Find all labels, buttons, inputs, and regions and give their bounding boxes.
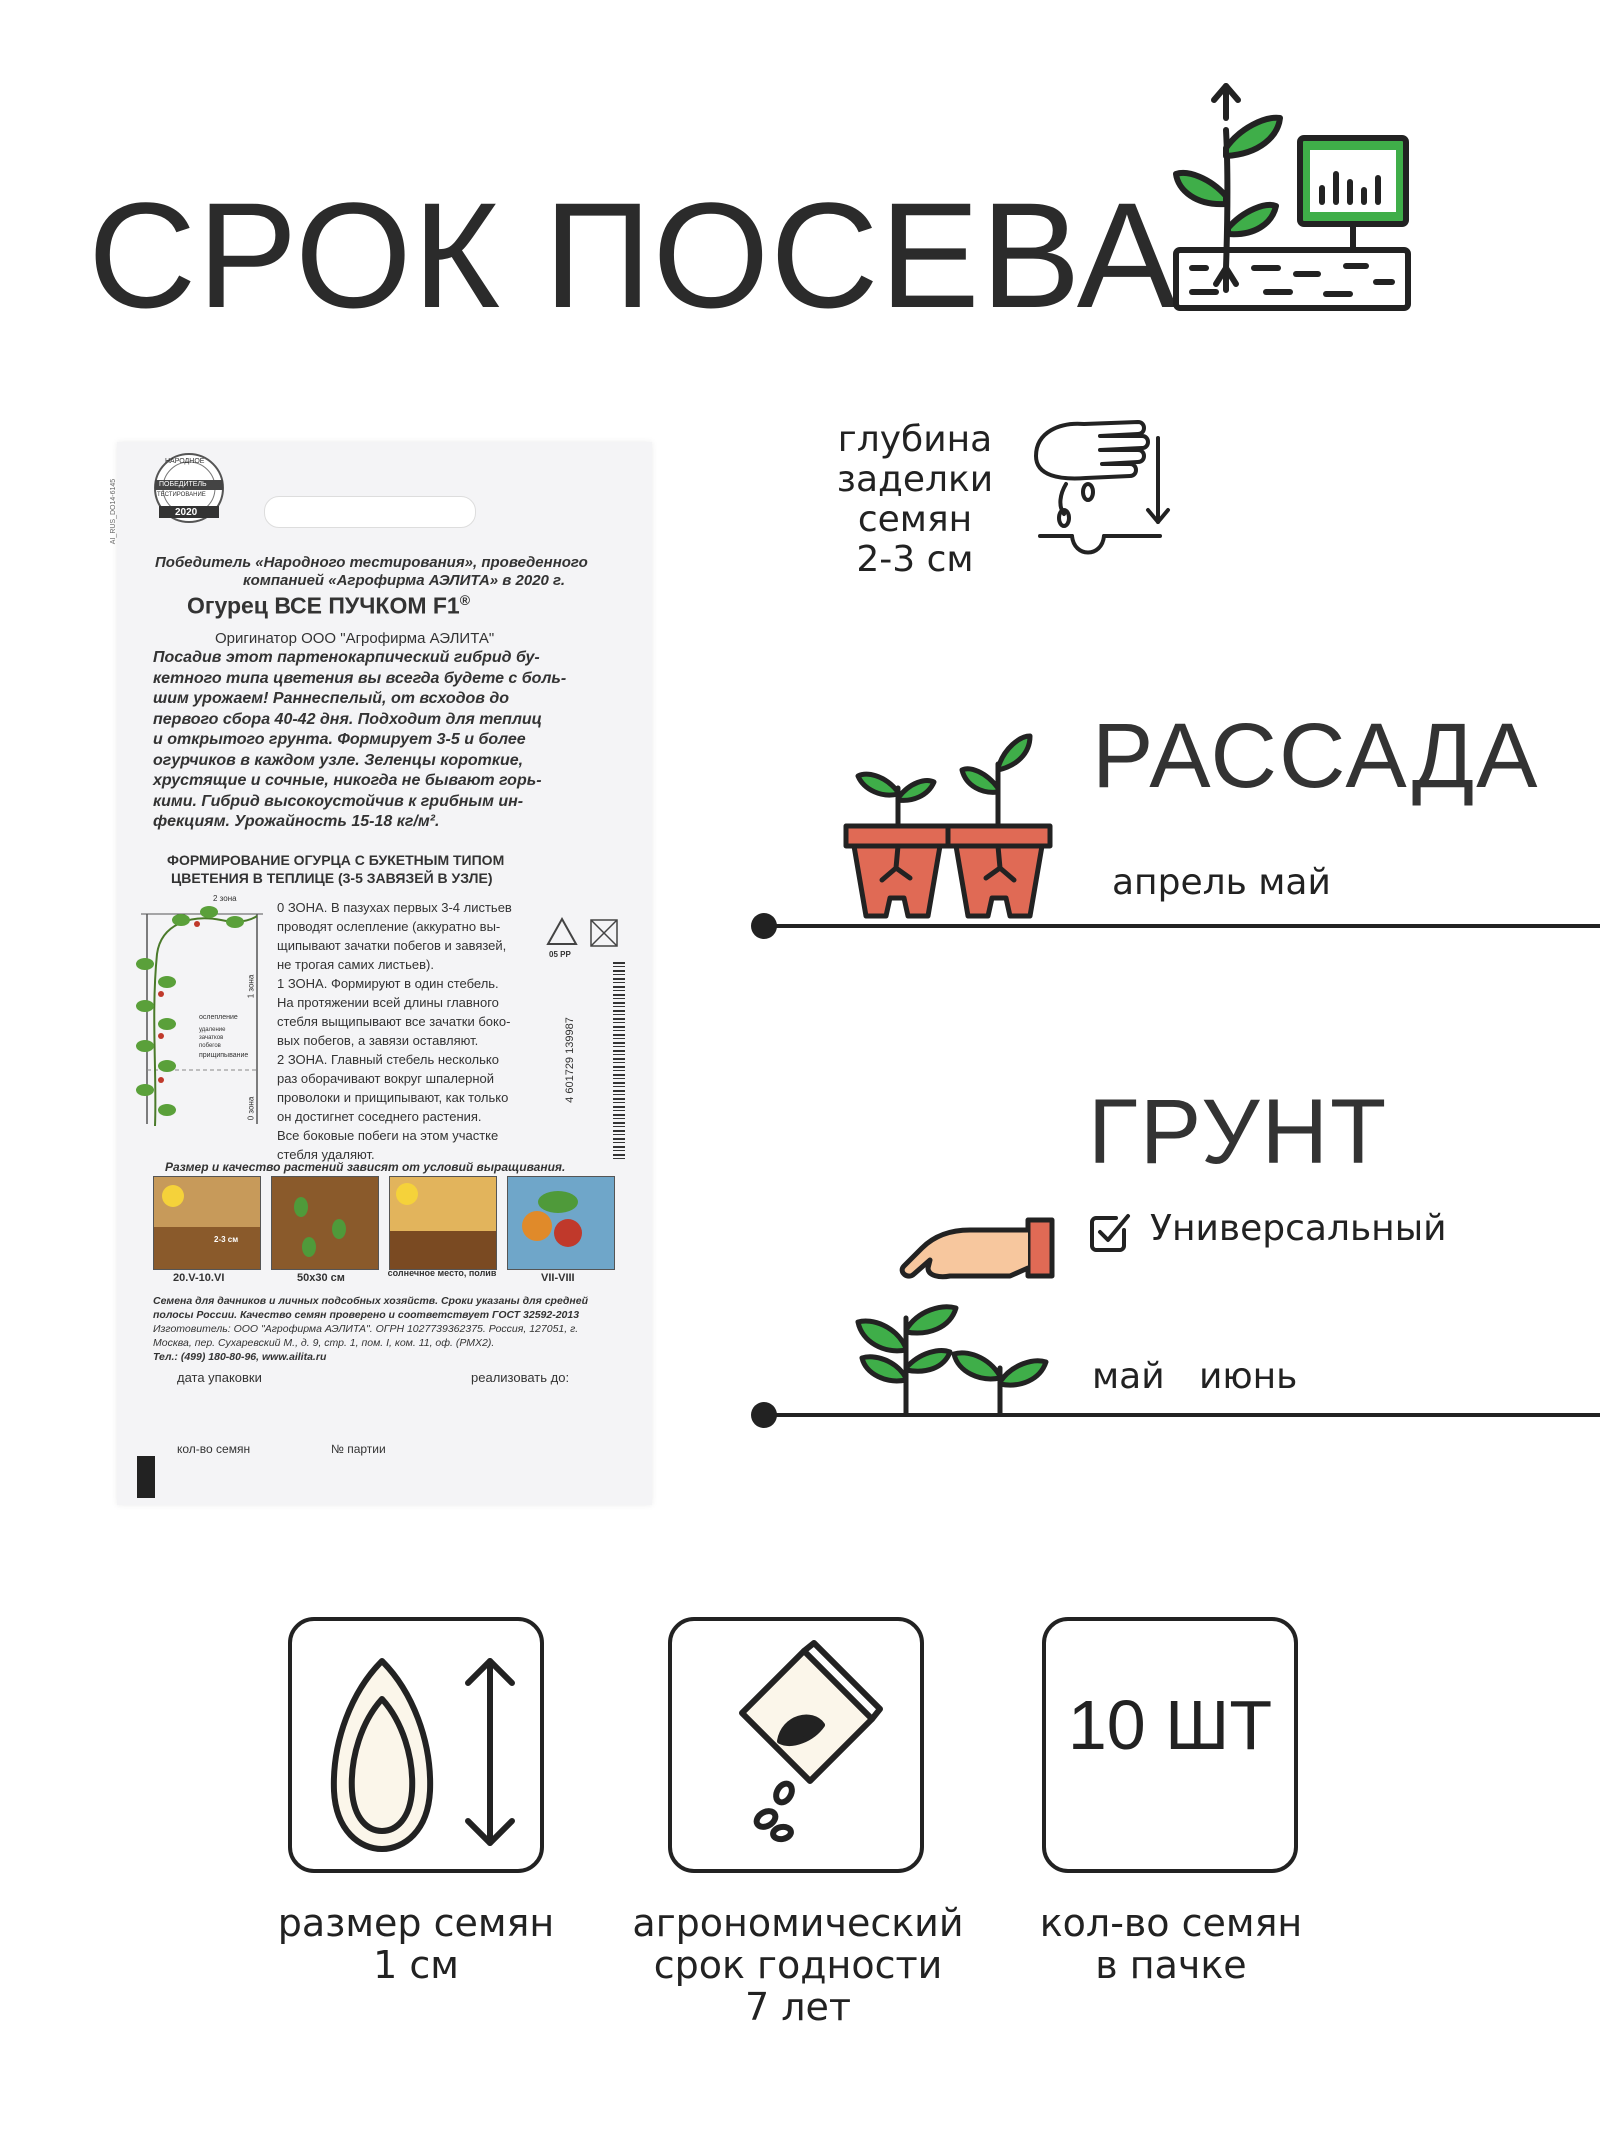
hang-hole xyxy=(264,496,476,528)
barcode xyxy=(613,962,625,1162)
footer-line: Изготовитель: ООО "Агрофирма АЭЛИТА". ОГРН 1027739362375. Россия, 127051, г. xyxy=(153,1323,579,1335)
seed-size-icon xyxy=(292,1621,540,1869)
description-line: кими. Гибрид высокоустойчив к грибным ин- xyxy=(153,792,524,810)
legend-blinding: ослепление xyxy=(199,1014,238,1021)
seed-count-label: кол-во семян xyxy=(177,1442,251,1456)
zone-text-line: 2 ЗОНА. Главный стебель несколько xyxy=(277,1052,499,1067)
seed-size-caption xyxy=(226,1902,606,1986)
registered-mark: ® xyxy=(459,592,471,608)
picto-label-sun: солнечное место, полив xyxy=(387,1268,497,1278)
description-line: хрустящие и сочные, никогда не бывают горь- xyxy=(153,772,542,789)
zone-text-line: проводят ослепление (аккуратно вы- xyxy=(277,919,501,934)
recycle-code: 05 PP xyxy=(549,950,571,959)
picto-planting xyxy=(153,1176,261,1270)
seed-size-caption-line-2: 1 см xyxy=(373,1943,459,1987)
shelf-life-caption-line-1: агрономический xyxy=(632,1901,964,1945)
seed-count-value: 10 ШТ xyxy=(1067,1686,1273,1764)
zone-text-line: проволоки и прищипывают, как только xyxy=(277,1090,509,1105)
footer-line: полосы России. Качество семян проверено и соответствует ГОСТ 32592-2013 xyxy=(153,1309,580,1321)
product-name-text: Огурец ВСЕ ПУЧКОМ F1 xyxy=(187,592,460,619)
zone-text-line: он достигнет соседнего растения. xyxy=(277,1109,482,1124)
description-line: огурчиков в каждом узле. Зеленцы короткие, xyxy=(153,751,524,769)
badge-year: 2020 xyxy=(175,507,198,518)
product-description xyxy=(153,648,566,833)
side-code: AI_RUS_DO14-6145 xyxy=(110,478,118,545)
packet-footer xyxy=(153,1294,588,1364)
winner-line-1: Победитель «Народного тестирования», проведенного xyxy=(155,554,588,571)
recycle-icon xyxy=(545,916,579,950)
barcode-digits: 4 601729 139987 xyxy=(563,1017,576,1103)
picto-sun-watering xyxy=(389,1176,497,1270)
zone-text-line: щипывают зачатки побегов и завязей, xyxy=(277,938,507,953)
zone-text-line: На протяжении всей длины главного xyxy=(277,995,499,1010)
checkbox-checked-icon xyxy=(1088,1210,1132,1254)
ground-timeline-line xyxy=(760,1413,1600,1417)
seedlings-timeline-line xyxy=(760,924,1600,928)
size-note: Размер и качество растений зависят от условий выращивания. xyxy=(165,1160,566,1174)
badge-top-text: НАРОДНОЕ xyxy=(165,458,205,465)
ground-months: май июнь xyxy=(1092,1356,1298,1397)
forming-title-2: ЦВЕТЕНИЯ В ТЕПЛИЦЕ (3-5 ЗАВЯЗЕЙ В УЗЛЕ) xyxy=(171,870,493,886)
zone-text-line: 1 ЗОНА. Формируют в один стебель. xyxy=(277,976,499,991)
shelf-life-caption-line-2: срок годности xyxy=(653,1943,943,1987)
seed-count-caption-line-1: кол-во семян xyxy=(1039,1901,1303,1945)
shelf-life-card xyxy=(668,1617,924,1873)
footer-line: Тел.: (499) 180-80-96, www.ailita.ru xyxy=(153,1351,327,1363)
footer-line: Семена для дачников и личных подсобных хозяйств. Сроки указаны для средней xyxy=(153,1295,589,1307)
forming-title-1: ФОРМИРОВАНИЕ ОГУРЦА С БУКЕТНЫМ ТИПОМ xyxy=(167,852,505,868)
legend-removal: удаление зачатков побегов xyxy=(199,1027,226,1049)
seed-count-caption xyxy=(986,1902,1356,1986)
planting-depth-text xyxy=(820,420,1010,580)
depth-line-1: глубина xyxy=(837,419,993,460)
badge-mid-text: ПОБЕДИТЕЛЬ xyxy=(159,481,207,488)
zone1-label: 1 зона xyxy=(246,974,256,999)
seedlings-heading: РАССАДА xyxy=(1092,705,1540,807)
zone-text-line: 0 ЗОНА. В пазухах первых 3-4 листьев xyxy=(277,900,512,915)
seed-packet-icon xyxy=(672,1621,920,1869)
description-line: кетного типа цветения вы всегда будете с боль- xyxy=(153,669,567,687)
zone-instructions xyxy=(277,898,512,1164)
originator: Оригинатор ООО "Агрофирма АЭЛИТА" xyxy=(215,630,495,647)
seed-size-caption-line-1: размер семян xyxy=(277,1901,555,1945)
ground-heading: ГРУНТ xyxy=(1088,1081,1389,1183)
description-line: Посадив этот партенокарпический гибрид бу- xyxy=(153,649,540,666)
legend-pinching: прищипывание xyxy=(199,1052,249,1059)
seed-count-card xyxy=(1042,1617,1298,1873)
page-title: СРОК ПОСЕВА xyxy=(88,171,1178,339)
zone-text-line: не трогая самих листьев). xyxy=(277,957,434,972)
zone-text-line: раз оборачивают вокруг шпалерной xyxy=(277,1071,495,1086)
shelf-life-caption-line-3: 7 лет xyxy=(744,1985,852,2029)
description-line: и открытого грунта. Формирует 3-5 и более xyxy=(153,731,526,748)
seed-count-caption-line-2: в пачке xyxy=(1095,1943,1247,1987)
depth-line-2: заделки xyxy=(836,459,994,500)
seedlings-months: апрель май xyxy=(1112,862,1331,903)
no-trash-icon xyxy=(587,916,621,950)
footer-line: Москва, пер. Сухаревский М., д. 9, стр. 1, пом. I, ком. 11, оф. (РМХ2). xyxy=(153,1337,495,1349)
sell-by-label: реализовать до: xyxy=(471,1370,570,1385)
picto-spacing xyxy=(271,1176,379,1270)
shelf-life-caption xyxy=(600,1902,996,2028)
badge-bottom-text: ТЕСТИРОВАНИЕ xyxy=(157,492,206,498)
depth-line-4: 2-3 см xyxy=(856,539,974,580)
picto-label-harvest: VII-VIII xyxy=(541,1272,575,1284)
pack-date-label: дата упаковки xyxy=(177,1370,262,1385)
picto-label-spacing: 50x30 см xyxy=(297,1272,345,1284)
packet-mark xyxy=(137,1456,155,1498)
hand-sowing-icon xyxy=(1030,410,1180,580)
zone-text-line: стебля удаляют. xyxy=(277,1147,375,1162)
growth-monitor-icon xyxy=(1170,78,1415,318)
zone2-label: 2 зона xyxy=(213,894,237,903)
winner-line-2: компанией «Агрофирма АЭЛИТА» в 2020 г. xyxy=(243,572,566,589)
picto-depth: 2-3 см xyxy=(214,1235,239,1244)
seed-size-card xyxy=(288,1617,544,1873)
soil-type-label: Универсальный xyxy=(1150,1208,1447,1249)
picto-label-dates: 20.V-10.VI xyxy=(173,1272,225,1284)
hand-planting-icon xyxy=(850,1218,1060,1414)
zone0-label: 0 зона xyxy=(246,1096,256,1121)
product-name xyxy=(187,592,470,620)
description-line: первого сбора 40-42 дня. Подходит для теплиц xyxy=(153,710,543,728)
seed-packet-image xyxy=(110,442,652,1505)
batch-label: № партии xyxy=(331,1442,386,1456)
zone-text-line: стебля выщипывают все зачатки боко- xyxy=(277,1014,511,1029)
zone-text-line: Все боковые побеги на этом участке xyxy=(277,1128,499,1143)
seedling-pots-icon xyxy=(838,728,1058,924)
picto-harvest xyxy=(507,1176,615,1270)
description-line: фекциям. Урожайность 15-18 кг/м². xyxy=(153,813,440,830)
zone-text-line: вых побегов, а завязи оставляют. xyxy=(277,1033,479,1048)
description-line: шим урожаем! Раннеспелый, от всходов до xyxy=(153,690,510,707)
depth-line-3: семян xyxy=(857,499,973,540)
